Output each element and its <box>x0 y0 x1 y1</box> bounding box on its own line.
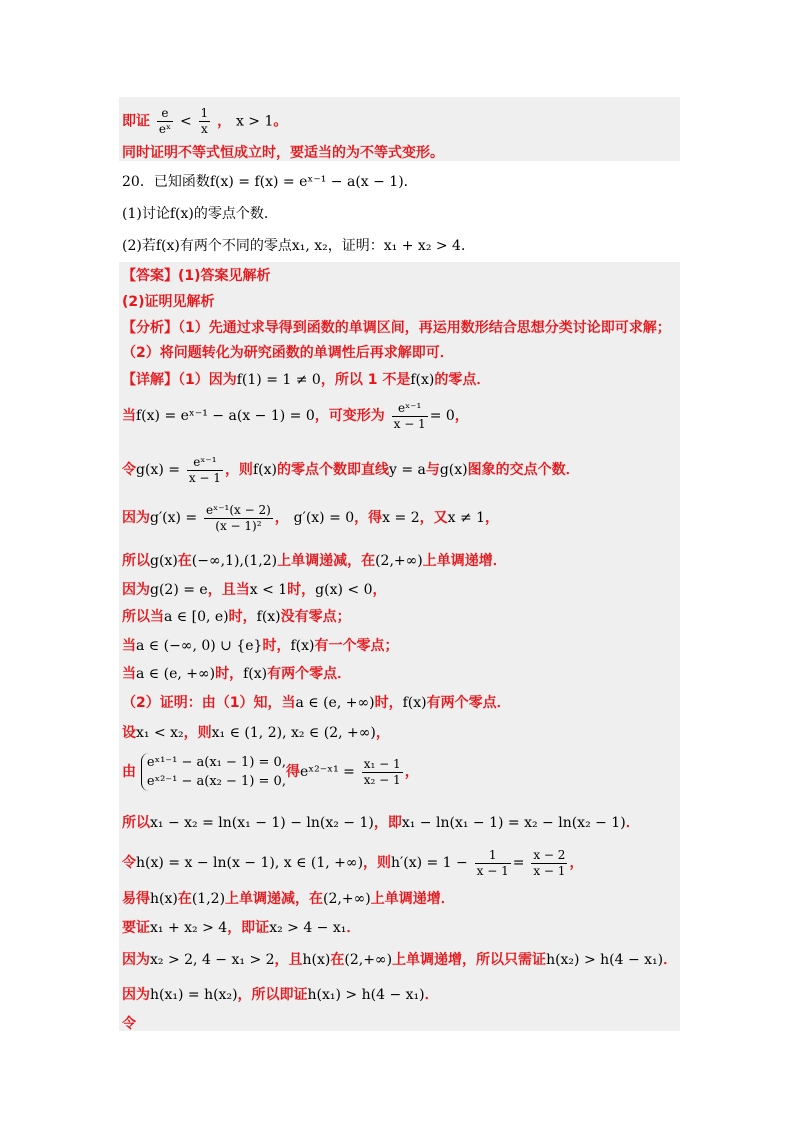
analysis-2: （2）将问题转化为研究函数的单调性后再求解即可． <box>122 345 454 361</box>
top-line-1: 即证 $\frac{e}{\text{eˣ}}$ < $\frac{1}{x}$ ， x > 1。 <box>122 106 288 136</box>
problem-q1: (1)讨论f(x)的零点个数． <box>122 206 278 222</box>
detail-line-4: 因为g′(x) = $\frac{\text{eˣ⁻¹(x − 2)}}{\text{(x − 1)²}}$ ， g′(x) = 0，得x = 2，又x ≠ 1， <box>122 502 500 533</box>
equation-system: eˣ¹⁻¹ − a(x₁ − 1) = 0, eˣ²⁻¹ − a(x₂ − 1) = 0, <box>141 753 286 791</box>
answer-2: (2)证明见解析 <box>122 294 215 310</box>
proof-line-6: 易得h(x)在(1,2)上单调递减，在(2,+∞)上单调递增． <box>122 891 455 907</box>
detail-line-1: 【详解】（1）因为f(1) = 1 ≠ 0，所以 1 不是f(x)的零点． <box>122 372 491 388</box>
proof-line-8: 因为x₂ > 2, 4 − x₁ > 2，且h(x)在(2,+∞)上单调递增，所以只需证h(x₂) > h(4 − x₁)． <box>122 952 678 968</box>
proof-line-9: 因为h(x₁) = h(x₂)，所以即证h(x₁) > h(4 − x₁)． <box>122 987 439 1003</box>
detail-line-8: 当a ∈ (−∞, 0) ∪ {e}时，f(x)有一个零点； <box>122 638 399 654</box>
detail-line-2: 当f(x) = eˣ⁻¹ − a(x − 1) = 0，可变形为 $\frac{\text{eˣ⁻¹}}{x - 1}$ = 0， <box>122 400 469 431</box>
analysis-1: 【分析】（1）先通过求导得到函数的单调区间，再运用数形结合思想分类讨论即可求解； <box>122 320 671 336</box>
problem-q2: (2)若f(x)有两个不同的零点x₁, x₂，证明：x₁ + x₂ > 4． <box>122 238 475 254</box>
proof-line-10: 令 <box>122 1016 136 1032</box>
proof-line-3: 由 eˣ¹⁻¹ − a(x₁ − 1) = 0, eˣ²⁻¹ − a(x₂ − 1) = 0, 得eˣ²⁻ˣ¹ = $\frac{\text{x₁ − 1}}{\text{x₂ − 1}}$ ， <box>122 755 419 789</box>
top-note: 同时证明不等式恒成立时，要适当的为不等式变形。 <box>122 145 444 161</box>
proof-line-1: （2）证明：由（1）知，当a ∈ (e, +∞)时，f(x)有两个零点． <box>122 695 511 711</box>
detail-line-3: 令g(x) = $\frac{\text{eˣ⁻¹}}{x - 1}$ ，则f(x)的零点个数即直线y = a与g(x)图象的交点个数． <box>122 454 580 485</box>
detail-line-5: 所以g(x)在(−∞,1),(1,2)上单调递减，在(2,+∞)上单调递增． <box>122 553 507 569</box>
proof-line-5: 令h(x) = x − ln(x − 1), x ∈ (1, +∞)，则h′(x) = 1 − $\frac{1}{x - 1}$ = $\frac{x - 2}{x - 1}$ ， <box>122 847 584 878</box>
proof-line-4: 所以x₁ − x₂ = ln(x₁ − 1) − ln(x₂ − 1)，即x₁ − ln(x₁ − 1) = x₂ − ln(x₂ − 1)． <box>122 815 640 831</box>
proof-line-2: 设x₁ < x₂，则x₁ ∈ (1, 2), x₂ ∈ (2, +∞)， <box>122 725 390 741</box>
problem-statement: 20．已知函数f(x) = f(x) = eˣ⁻¹ − a(x − 1)． <box>122 174 418 190</box>
answer-1: 【答案】(1)答案见解析 <box>122 268 271 284</box>
detail-line-6: 因为g(2) = e，且当x < 1时，g(x) < 0， <box>122 582 387 598</box>
detail-line-7: 所以当a ∈ [0, e)时，f(x)没有零点； <box>122 609 351 625</box>
detail-line-9: 当a ∈ (e, +∞)时，f(x)有两个零点． <box>122 666 352 682</box>
proof-line-7: 要证x₁ + x₂ > 4，即证x₂ > 4 − x₁． <box>122 920 361 936</box>
